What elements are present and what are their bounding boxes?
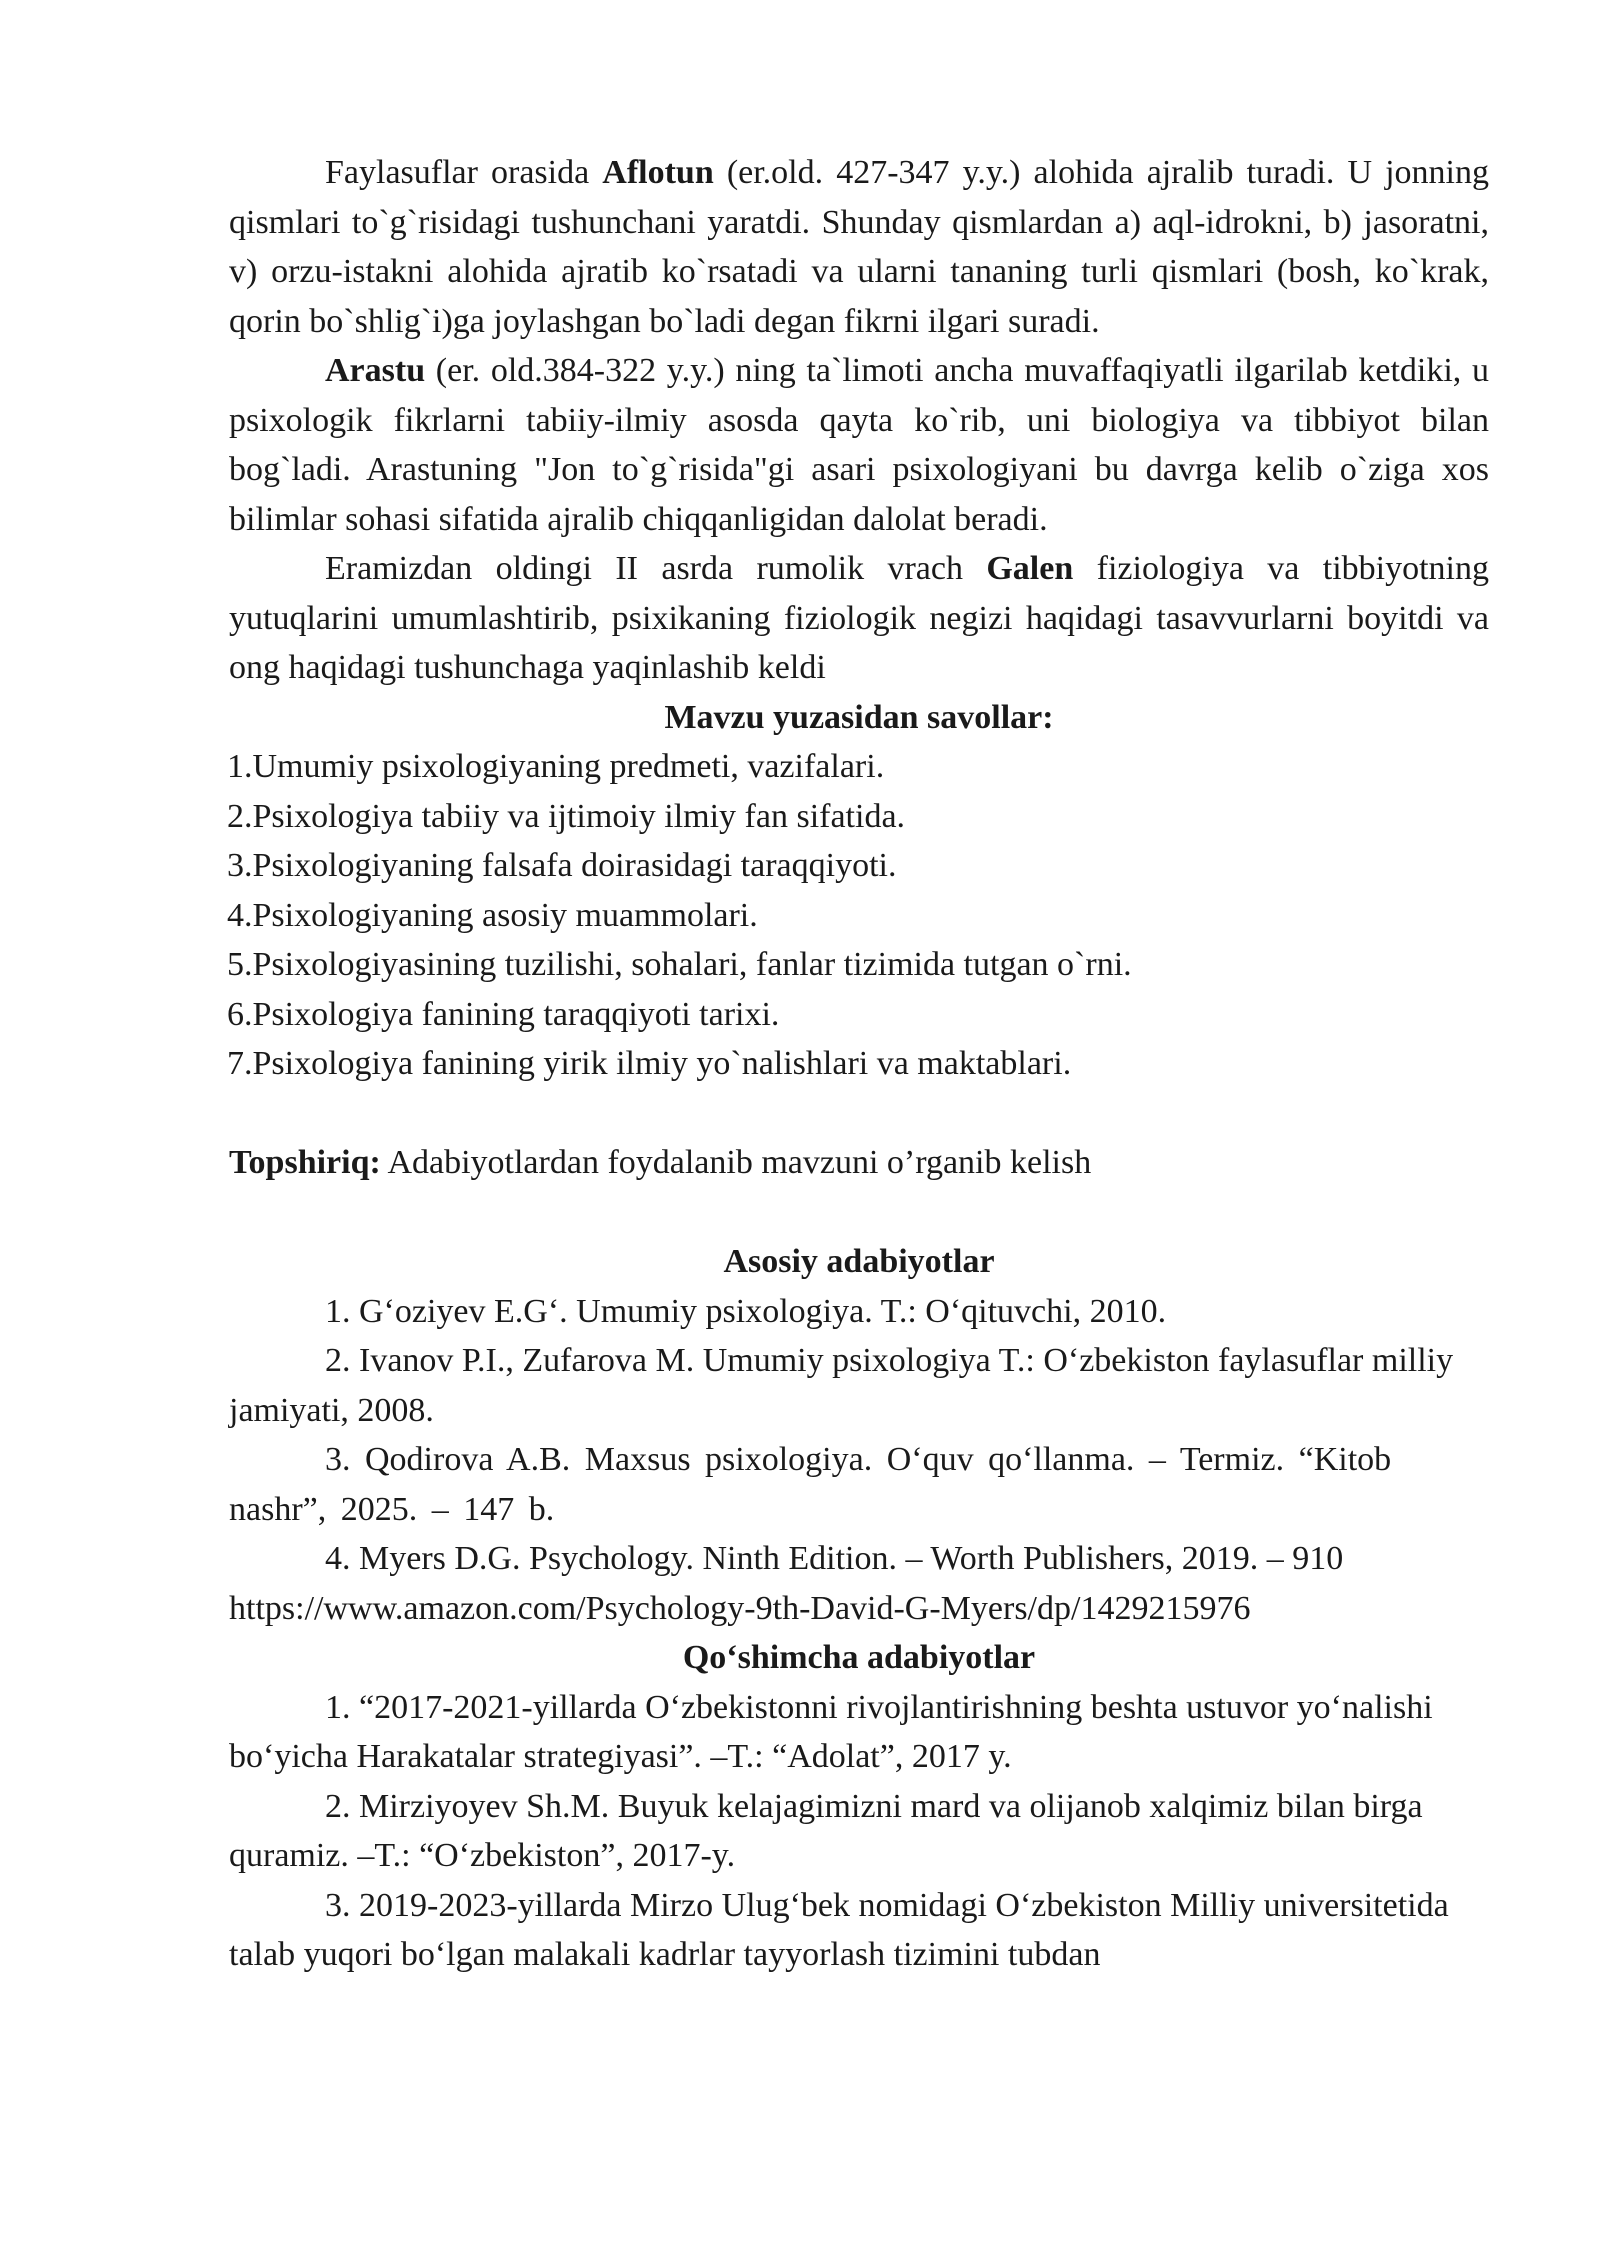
task-label: Topshiriq: (229, 1144, 381, 1181)
paragraph-text: Eramizdan oldingi II asrda rumolik vrach (325, 550, 987, 587)
paragraph-galen (229, 544, 1489, 693)
reference-item: 2. Ivanov P.I., Zufarova M. Umumiy psixologiya T.: O‘zbekiston faylasuflar milliy jamiyati, 2008. (229, 1342, 1454, 1429)
paragraph-text: fiziologiya va tibbiyotning yutuqlarini umumlashtirib, psixikaning fiziologik negizi haqidagi tasavvurlarni boyitdi va ong haqidagi tushunchaga yaqinlashib keldi (229, 550, 1489, 686)
reference-item: 4. Myers D.G. Psychology. Ninth Edition. – Worth Publishers, 2019. – 910 https://www.amazon.com/Psychology-9th-David-G-Myers/dp/1429215976 (229, 1540, 1344, 1627)
list-item: 3.Psixologiyaning falsafa doirasidagi taraqqiyoti. (227, 847, 897, 884)
spacer (229, 1188, 1489, 1238)
philosopher-name-aflotun: Aflotun (602, 154, 714, 191)
list-item: 5.Psixologiyasining tuzilishi, sohalari, fanlar tizimida tutgan o`rni. (227, 946, 1132, 983)
questions-heading: Mavzu yuzasidan savollar: (664, 698, 1054, 736)
list-item: 1.Umumiy psixologiyaning predmeti, vazifalari. (227, 748, 885, 785)
questions-list (227, 742, 1489, 1089)
reference-item: 3. Qodirova A.B. Maxsus psixologiya. O‘quv qo‘llanma. – Termiz. “Kitob nashr”, 2025. – 147 b. (229, 1441, 1392, 1528)
task-line (229, 1138, 1489, 1188)
paragraph-arastu (229, 346, 1489, 544)
main-literature-list (229, 1287, 1489, 1634)
extra-literature-list (229, 1683, 1489, 1980)
extra-literature-heading: Qo‘shimcha adabiyotlar (682, 1639, 1036, 1676)
paragraph-aflotun (229, 148, 1489, 346)
reference-item: 1. “2017-2021-yillarda O‘zbekistonni rivojlantirishning beshta ustuvor yo‘nalishi bo‘yicha Harakatalar strategiyasi”. –T.: “Adolat”, 2017 y. (229, 1688, 1433, 1775)
main-literature-heading: Asosiy adabiyotlar (723, 1243, 995, 1280)
paragraph-text: (er. old.384-322 y.y.) ning ta`limoti ancha muvaffaqiyatli ilgarilab ketdiki, u psixologik fikrlarni tabiiy-ilmiy asosda qayta ko`rib, uni biologiya va tibbiyot bilan bog`ladi. Arastuning "Jon to`g`risida"gi asari psixologiyani bu davrga kelib o`ziga xos bilimlar sohasi sifatida ajralib chiqqanligidan dalolat beradi. (229, 352, 1489, 538)
list-item: 4.Psixologiyaning asosiy muammolari. (227, 896, 758, 934)
paragraph-text: Faylasuflar orasida (325, 154, 603, 191)
reference-item: 2. Mirziyoyev Sh.M. Buyuk kelajagimizni mard va olijanob xalqimiz bilan birga quramiz. –T.: “O‘zbekiston”, 2017-y. (229, 1787, 1423, 1874)
list-item: 6.Psixologiya fanining taraqqiyoti tarixi. (227, 995, 780, 1033)
list-item: 2.Psixologiya tabiiy va ijtimoiy ilmiy fan sifatida. (227, 797, 906, 835)
paragraph-text: (er.old. 427-347 y.y.) alohida ajralib turadi. U jonning qismlari to`g`risidagi tushunchani yaratdi. Shunday qismlardan a) aql-idrokni, b) jasoratni, v) orzu-istakni alohida ajratib ko`rsatadi va ularni tananing turli qismlari (bosh, ko`krak, qorin bo`shlig`i)ga joylashgan bo`ladi degan fikrni ilgari suradi. (229, 154, 1490, 340)
document-page (229, 148, 1489, 1980)
spacer (229, 1089, 1489, 1139)
philosopher-name-arastu: Arastu (325, 352, 426, 389)
philosopher-name-galen: Galen (986, 550, 1074, 587)
task-text: Adabiyotlardan foydalanib mavzuni o’rganib kelish (380, 1144, 1092, 1181)
list-item: 7.Psixologiya fanining yirik ilmiy yo`nalishlari va maktablari. (227, 1045, 1072, 1082)
reference-item: 3. 2019-2023-yillarda Mirzo Ulug‘bek nomidagi O‘zbekiston Milliy universitetida talab yuqori bo‘lgan malakali kadrlar tayyorlash tizimini tubdan (229, 1886, 1449, 1973)
reference-item: 1. G‘oziyev E.G‘. Umumiy psixologiya. T.: O‘qituvchi, 2010. (325, 1292, 1167, 1330)
